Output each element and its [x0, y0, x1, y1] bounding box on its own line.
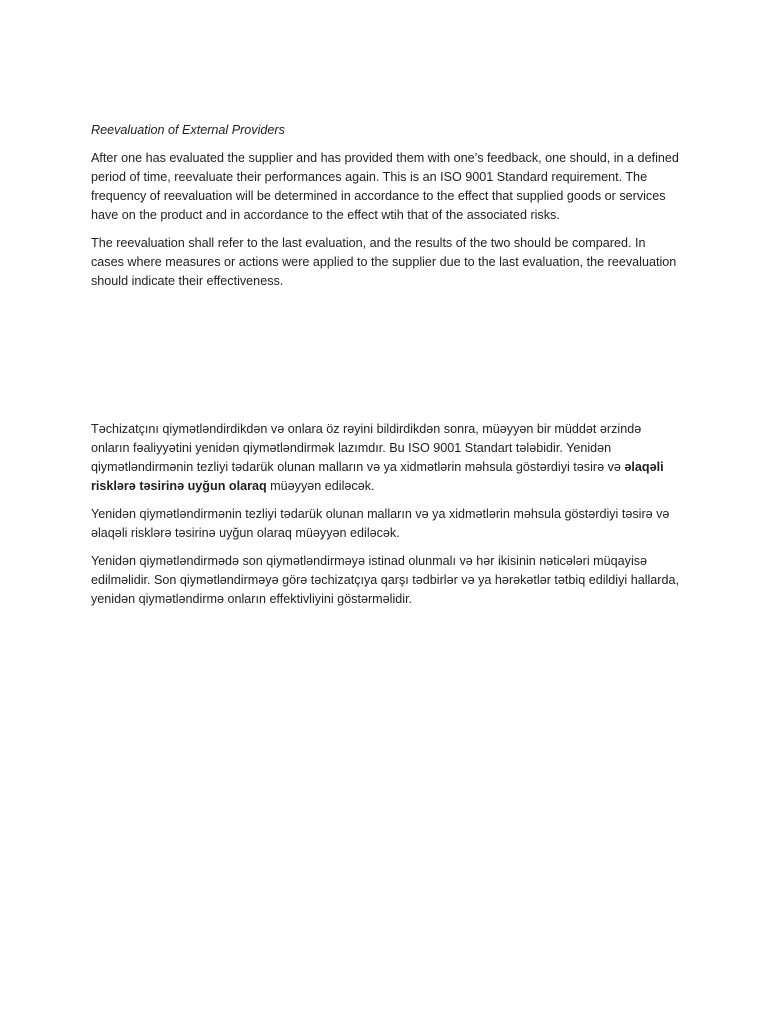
english-paragraph-1: After one has evaluated the supplier and has provided them with one’s feedback, one should, in a defined period of time, reevaluate their performances again. This is an ISO 9001 Standard requirement. The frequency of reevaluation will be determined in accordance to the effect that supplied goods or services have on the product and in accordance to the effect wtih that of the associated risks.	[91, 151, 679, 222]
english-section	[91, 121, 681, 300]
bold-phrase: əlaqəli risklərə təsirinə uyğun olaraq	[91, 460, 664, 493]
english-paragraph-2: The reevaluation shall refer to the last evaluation, and the results of the two should be compared. In cases where measures or actions were applied to the supplier due to the last evaluation, the reevaluation should indicate their effectiveness.	[91, 236, 677, 288]
azerbaijani-section	[91, 420, 681, 618]
azerbaijani-paragraph-2: Yenidən qiymətləndirmənin tezliyi tədarük olunan malların və ya xidmətlərin məhsula göstərdiyi təsirə və əlaqəli risklərə təsirinə uyğun olaraq müəyyən ediləcək.	[91, 507, 670, 540]
section-heading: Reevaluation of External Providers	[91, 123, 285, 137]
paragraph-text-end: müəyyən ediləcək.	[266, 479, 375, 493]
azerbaijani-paragraph-3: Yenidən qiymətləndirmədə son qiymətləndirməyə istinad olunmalı və hər ikisinin nəticələri müqayisə edilməlidir. Son qiymətləndirməyə görə təchizatçıya qarşı tədbirlər və ya hərəkətlər tətbiq edildiyi hallarda, yenidən qiymətləndirmə onların effektivliyini göstərməlidir.	[91, 554, 680, 606]
paragraph-text-start: Təchizatçını qiymətləndirdikdən və onlara öz rəyini bildirdikdən sonra, müəyyən bir müddət ərzində onların fəaliyyətini yenidən qiymətləndirmək lazımdır. Bu ISO 9001 Standart tələbidir. Yenidən qiymətləndirmənin tezliyi tədarük olunan malların və ya xidmətlərin məhsula göstərdiyi təsirə və	[91, 422, 642, 474]
azerbaijani-paragraph-1	[91, 420, 681, 496]
